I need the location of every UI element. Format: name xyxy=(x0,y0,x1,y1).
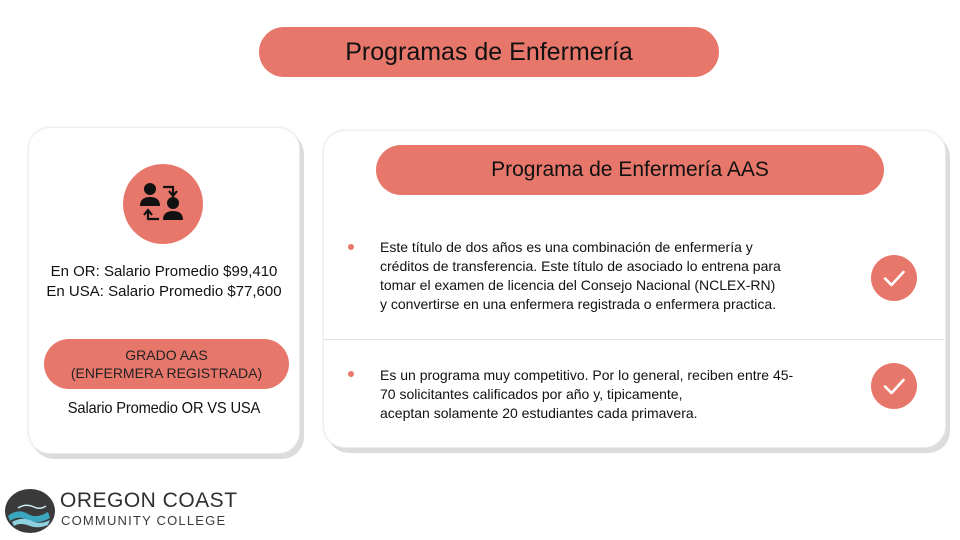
degree-subtitle: (ENFERMERA REGISTRADA) xyxy=(70,365,263,381)
logo-name-line1: OREGON COAST xyxy=(60,489,238,512)
checkmark-icon xyxy=(871,255,917,301)
bullet-line: 70 solicitantes calificados por año y, tipicamente, xyxy=(380,386,683,402)
salary-usa-text: En USA: Salario Promedio $77,600 xyxy=(46,283,282,300)
bullet-line: y convertirse en una enfermera registrada o enfermera practica. xyxy=(380,296,777,312)
wave-logo-icon xyxy=(4,488,56,534)
checkmark-icon xyxy=(871,363,917,409)
divider xyxy=(324,339,944,340)
bullet-line: Este título de dos años es una combinación de enfermería y xyxy=(380,239,753,255)
college-logo xyxy=(4,488,238,534)
bullet-dot-icon xyxy=(348,371,354,377)
degree-badge xyxy=(44,339,289,389)
page-title xyxy=(259,27,719,77)
program-heading-text: Programa de Enfermería AAS xyxy=(491,158,769,181)
salary-or-text: En OR: Salario Promedio $99,410 xyxy=(50,263,278,280)
bullet-item-degree xyxy=(380,238,855,314)
degree-title: GRADO AAS xyxy=(125,347,208,363)
logo-name-line2: COMMUNITY COLLEGE xyxy=(61,513,227,528)
page-title-text: Programas de Enfermería xyxy=(345,37,633,66)
people-exchange-icon xyxy=(123,164,203,244)
program-heading xyxy=(376,145,884,195)
bullet-line: aceptan solamente 20 estudiantes cada primavera. xyxy=(380,405,698,421)
bullet-line: créditos de transferencia. Este título de asociado lo entrena para xyxy=(380,258,781,274)
bullet-line: Es un programa muy competitivo. Por lo general, reciben entre 45- xyxy=(380,367,794,383)
bullet-line: tomar el examen de licencia del Consejo Nacional (NCLEX-RN) xyxy=(380,277,776,293)
bullet-dot-icon xyxy=(348,244,354,250)
salary-comparison-label: Salario Promedio OR VS USA xyxy=(67,400,261,417)
bullet-item-competitive xyxy=(380,366,855,423)
